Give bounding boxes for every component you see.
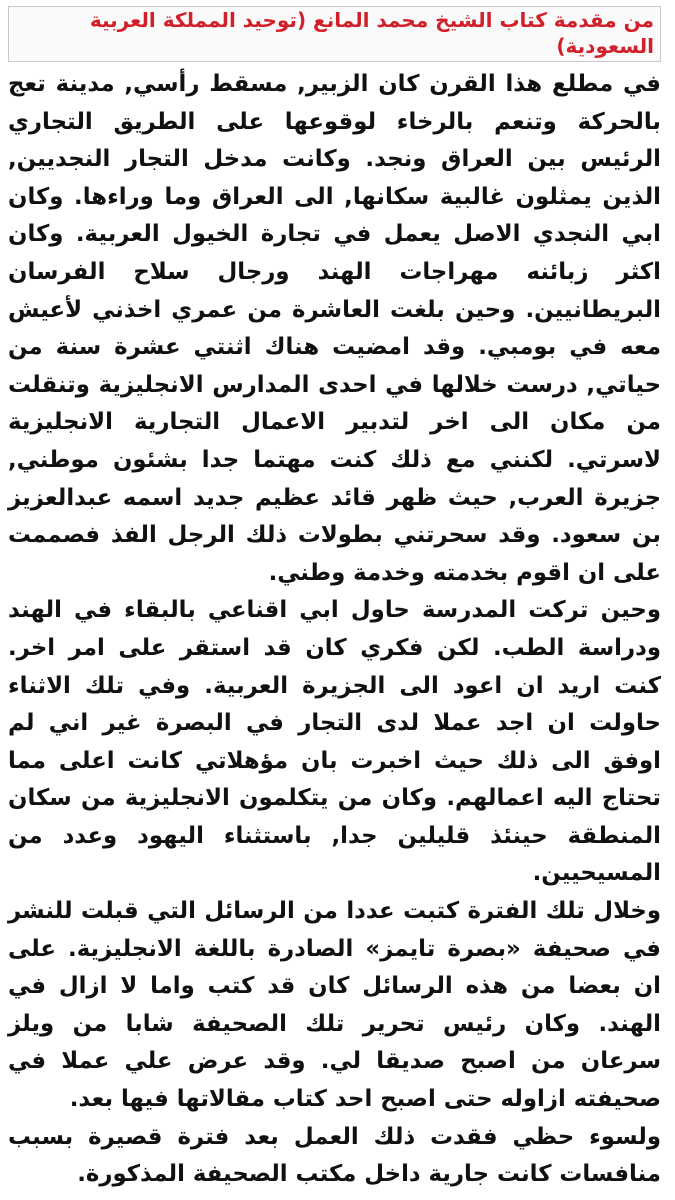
- paragraph-2: وحين تركت المدرسة حاول ابي اقناعي بالبقاء في الهند ودراسة الطب. لكن فكري كان قد استقر على امر اخر. كنت اريد ان اعود الى الجزيرة العربية. وفي تلك الاثناء حاولت ان اجد عملا لدى التجار في البصرة غير اني لم اوفق الى ذلك حيث اخبرت بان مؤهلاتي كانت اعلى مما تحتاج اليه اعمالهم. وكان من يتكلمون الانجليزية من سكان المنطقة حينئذ قليلين جدا, باستثناء اليهود وعدد من المسيحيين.: [8, 597, 661, 887]
- body-text: [8, 66, 661, 1194]
- paragraph-1: في مطلع هذا القرن كان الزبير, مسقط رأسي, مدينة تعج بالحركة وتنعم بالرخاء لوقوعها على الطريق التجاري الرئيس بين العراق ونجد. وكانت مدخل التجار النجديين, الذين يمثلون غالبية سكانها, الى العراق وما وراءها. وكان ابي النجدي الاصل يعمل في تجارة الخيول العربية. وكان اكثر زبائنه مهراجات الهند ورجال سلاح الفرسان البريطانيين. وحين بلغت العاشرة من عمري اخذني لأعيش معه في بومبي. وقد امضيت هناك اثنتي عشرة سنة من حياتي, درست خلالها في احدى المدارس الانجليزية وتنقلت من مكان الى اخر لتدبير الاعمال التجارية الانجليزية لاسرتي. لكنني مع ذلك كنت مهتما جدا بشئون موطني, جزيرة العرب, حيث ظهر قائد عظيم جديد اسمه عبدالعزيز بن سعود. وقد سحرتني بطولات ذلك الرجل الفذ فصممت على ان اقوم بخدمته وخدمة وطني.: [8, 71, 661, 586]
- paragraph-4: ولسوء حظي فقدت ذلك العمل بعد فترة قصيرة بسبب منافسات كانت جارية داخل مكتب الصحيفة المذكورة.: [8, 1123, 661, 1188]
- paragraph-3: وخلال تلك الفترة كتبت عددا من الرسائل التي قبلت للنشر في صحيفة «بصرة تايمز» الصادرة باللغة الانجليزية. على ان بعضا من هذه الرسائل كان قد كتب واما لا ازال في الهند. وكان رئيس تحرير تلك الصحيفة شابا من ويلز سرعان من اصبح صديقا لي. وقد عرض علي عملا في صحيفته ازاوله حتى اصبح احد كتاب مقالاتها فيها بعد.: [8, 898, 661, 1113]
- source-title: من مقدمة كتاب الشيخ محمد المانع (توحيد المملكة العربية السعودية): [8, 6, 661, 62]
- header-row: [8, 6, 661, 62]
